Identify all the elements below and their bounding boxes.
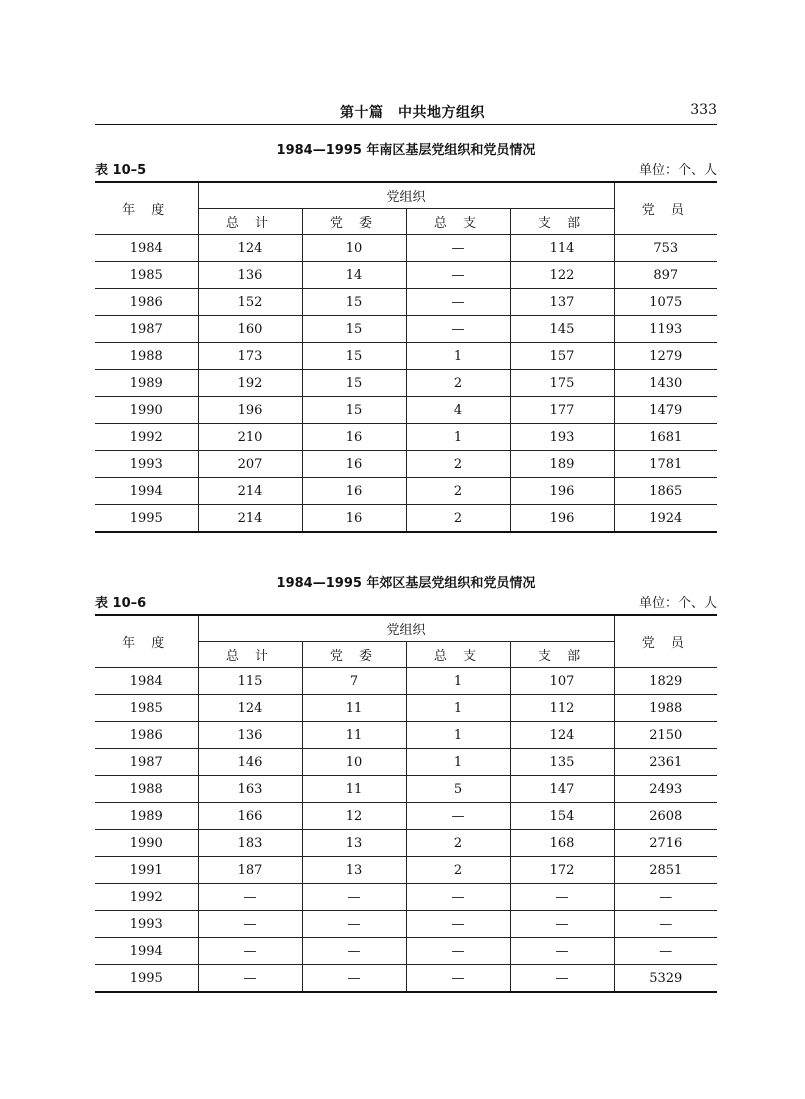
cell-branch: — (510, 965, 614, 993)
table-row (95, 235, 717, 262)
caption-row (95, 594, 717, 614)
cell-total: 183 (198, 830, 302, 857)
cell-branch: 193 (510, 424, 614, 451)
cell-members: 1781 (614, 451, 717, 478)
header-party-org: 党组织 (198, 182, 614, 209)
cell-total: 152 (198, 289, 302, 316)
unit-label: 单位：个、人 (638, 163, 717, 178)
cell-branch: 157 (510, 343, 614, 370)
cell-total: 163 (198, 776, 302, 803)
table-row (95, 938, 717, 965)
cell-general-branch: 1 (406, 343, 510, 370)
cell-committee: — (302, 938, 406, 965)
cell-members: 1075 (614, 289, 717, 316)
table-section-suburb (95, 574, 717, 993)
cell-members: 1279 (614, 343, 717, 370)
cell-total: 214 (198, 505, 302, 533)
table-row (95, 397, 717, 424)
cell-branch: 175 (510, 370, 614, 397)
header-members: 党 员 (614, 615, 717, 668)
cell-branch: 135 (510, 749, 614, 776)
cell-members: 2851 (614, 857, 717, 884)
cell-general-branch: 1 (406, 668, 510, 695)
cell-committee: 12 (302, 803, 406, 830)
cell-general-branch: — (406, 884, 510, 911)
cell-total: 124 (198, 235, 302, 262)
cell-general-branch: — (406, 235, 510, 262)
cell-total: — (198, 911, 302, 938)
cell-general-branch: 2 (406, 370, 510, 397)
cell-members: 2716 (614, 830, 717, 857)
cell-general-branch: 5 (406, 776, 510, 803)
cell-total: 210 (198, 424, 302, 451)
cell-year: 1993 (95, 911, 198, 938)
cell-members: — (614, 938, 717, 965)
cell-committee: 10 (302, 749, 406, 776)
cell-year: 1994 (95, 478, 198, 505)
cell-committee: 11 (302, 776, 406, 803)
cell-branch: 154 (510, 803, 614, 830)
header-year: 年 度 (95, 615, 198, 668)
cell-total: 192 (198, 370, 302, 397)
table-title: 1984—1995 年郊区基层党组织和党员情况 (276, 576, 536, 591)
header-year: 年 度 (95, 182, 198, 235)
table-row (95, 965, 717, 993)
cell-year: 1988 (95, 776, 198, 803)
cell-members: 897 (614, 262, 717, 289)
cell-committee: 11 (302, 695, 406, 722)
cell-branch: 189 (510, 451, 614, 478)
header-party-org: 党组织 (198, 615, 614, 642)
header-general-branch: 总 支 (406, 209, 510, 235)
cell-committee: 14 (302, 262, 406, 289)
cell-year: 1986 (95, 289, 198, 316)
caption-row (95, 161, 717, 181)
cell-members: 2493 (614, 776, 717, 803)
cell-total: 166 (198, 803, 302, 830)
cell-members: 5329 (614, 965, 717, 993)
cell-general-branch: — (406, 803, 510, 830)
cell-committee: 10 (302, 235, 406, 262)
cell-total: 187 (198, 857, 302, 884)
table-row (95, 668, 717, 695)
cell-general-branch: — (406, 316, 510, 343)
cell-committee: 16 (302, 424, 406, 451)
cell-year: 1987 (95, 749, 198, 776)
cell-general-branch: — (406, 938, 510, 965)
cell-year: 1990 (95, 830, 198, 857)
cell-committee: 15 (302, 397, 406, 424)
cell-general-branch: — (406, 289, 510, 316)
cell-year: 1984 (95, 668, 198, 695)
cell-committee: 7 (302, 668, 406, 695)
cell-members: 2361 (614, 749, 717, 776)
cell-general-branch: 1 (406, 722, 510, 749)
cell-members: 1430 (614, 370, 717, 397)
table-row (95, 478, 717, 505)
cell-members: 753 (614, 235, 717, 262)
cell-total: 146 (198, 749, 302, 776)
cell-committee: 16 (302, 505, 406, 533)
table-row (95, 776, 717, 803)
cell-branch: 177 (510, 397, 614, 424)
cell-branch: 172 (510, 857, 614, 884)
cell-members: 1479 (614, 397, 717, 424)
cell-branch: 145 (510, 316, 614, 343)
cell-committee: — (302, 965, 406, 993)
cell-committee: 11 (302, 722, 406, 749)
cell-year: 1984 (95, 235, 198, 262)
data-table (95, 614, 717, 993)
cell-committee: 15 (302, 316, 406, 343)
cell-year: 1989 (95, 370, 198, 397)
cell-committee: — (302, 911, 406, 938)
cell-branch: 107 (510, 668, 614, 695)
cell-members: 1193 (614, 316, 717, 343)
page-number: 333 (690, 102, 717, 118)
cell-total: 124 (198, 695, 302, 722)
table-row (95, 884, 717, 911)
cell-general-branch: 1 (406, 695, 510, 722)
cell-committee: — (302, 884, 406, 911)
cell-general-branch: — (406, 911, 510, 938)
header-branch: 支 部 (510, 209, 614, 235)
cell-year: 1987 (95, 316, 198, 343)
cell-general-branch: 2 (406, 505, 510, 533)
cell-branch: 122 (510, 262, 614, 289)
table-row (95, 424, 717, 451)
cell-year: 1985 (95, 262, 198, 289)
cell-branch: 114 (510, 235, 614, 262)
cell-year: 1986 (95, 722, 198, 749)
cell-committee: 13 (302, 830, 406, 857)
cell-branch: 196 (510, 505, 614, 533)
chapter-title: 第十篇 中共地方组织 (340, 105, 485, 121)
cell-general-branch: 1 (406, 749, 510, 776)
table-row (95, 262, 717, 289)
cell-total: 160 (198, 316, 302, 343)
cell-committee: 16 (302, 478, 406, 505)
cell-total: 115 (198, 668, 302, 695)
cell-year: 1990 (95, 397, 198, 424)
cell-general-branch: 4 (406, 397, 510, 424)
cell-total: 214 (198, 478, 302, 505)
cell-committee: 15 (302, 289, 406, 316)
cell-year: 1992 (95, 884, 198, 911)
header-general-branch: 总 支 (406, 642, 510, 668)
header-total: 总 计 (198, 209, 302, 235)
cell-year: 1992 (95, 424, 198, 451)
table-row (95, 505, 717, 533)
header-total: 总 计 (198, 642, 302, 668)
table-row (95, 803, 717, 830)
cell-committee: 15 (302, 370, 406, 397)
cell-members: 2608 (614, 803, 717, 830)
data-table (95, 181, 717, 533)
table-row (95, 316, 717, 343)
header-committee: 党 委 (302, 209, 406, 235)
table-row (95, 370, 717, 397)
cell-total: — (198, 938, 302, 965)
cell-total: — (198, 884, 302, 911)
cell-total: 173 (198, 343, 302, 370)
cell-members: — (614, 884, 717, 911)
page-header (95, 100, 717, 124)
table-row (95, 830, 717, 857)
cell-branch: — (510, 911, 614, 938)
cell-general-branch: 2 (406, 478, 510, 505)
cell-members: 1924 (614, 505, 717, 533)
table-row (95, 722, 717, 749)
unit-label: 单位：个、人 (638, 596, 717, 611)
cell-year: 1994 (95, 938, 198, 965)
table-row (95, 911, 717, 938)
table-row (95, 343, 717, 370)
table-row (95, 451, 717, 478)
cell-members: 1829 (614, 668, 717, 695)
cell-branch: 196 (510, 478, 614, 505)
header-committee: 党 委 (302, 642, 406, 668)
cell-general-branch: 2 (406, 451, 510, 478)
cell-general-branch: 1 (406, 424, 510, 451)
table-section-south (95, 141, 717, 533)
cell-year: 1989 (95, 803, 198, 830)
cell-members: 1988 (614, 695, 717, 722)
cell-committee: 13 (302, 857, 406, 884)
cell-members: 1865 (614, 478, 717, 505)
cell-branch: — (510, 884, 614, 911)
cell-committee: 16 (302, 451, 406, 478)
cell-year: 1995 (95, 965, 198, 993)
cell-total: 196 (198, 397, 302, 424)
table-title: 1984—1995 年南区基层党组织和党员情况 (276, 143, 536, 158)
table-label: 表 10–6 (95, 596, 147, 611)
cell-year: 1991 (95, 857, 198, 884)
cell-general-branch: 2 (406, 830, 510, 857)
cell-members: 1681 (614, 424, 717, 451)
cell-branch: 112 (510, 695, 614, 722)
cell-total: 136 (198, 262, 302, 289)
cell-year: 1993 (95, 451, 198, 478)
cell-year: 1995 (95, 505, 198, 533)
header-branch: 支 部 (510, 642, 614, 668)
cell-branch: 147 (510, 776, 614, 803)
cell-branch: 168 (510, 830, 614, 857)
cell-general-branch: 2 (406, 857, 510, 884)
cell-total: — (198, 965, 302, 993)
cell-total: 136 (198, 722, 302, 749)
cell-members: 2150 (614, 722, 717, 749)
header-rule (95, 124, 717, 125)
cell-branch: 137 (510, 289, 614, 316)
cell-year: 1988 (95, 343, 198, 370)
cell-members: — (614, 911, 717, 938)
header-members: 党 员 (614, 182, 717, 235)
table-label: 表 10–5 (95, 163, 147, 178)
cell-branch: 124 (510, 722, 614, 749)
cell-general-branch: — (406, 262, 510, 289)
cell-branch: — (510, 938, 614, 965)
cell-year: 1985 (95, 695, 198, 722)
table-row (95, 857, 717, 884)
cell-committee: 15 (302, 343, 406, 370)
cell-total: 207 (198, 451, 302, 478)
cell-general-branch: — (406, 965, 510, 993)
table-row (95, 289, 717, 316)
table-row (95, 695, 717, 722)
table-row (95, 749, 717, 776)
